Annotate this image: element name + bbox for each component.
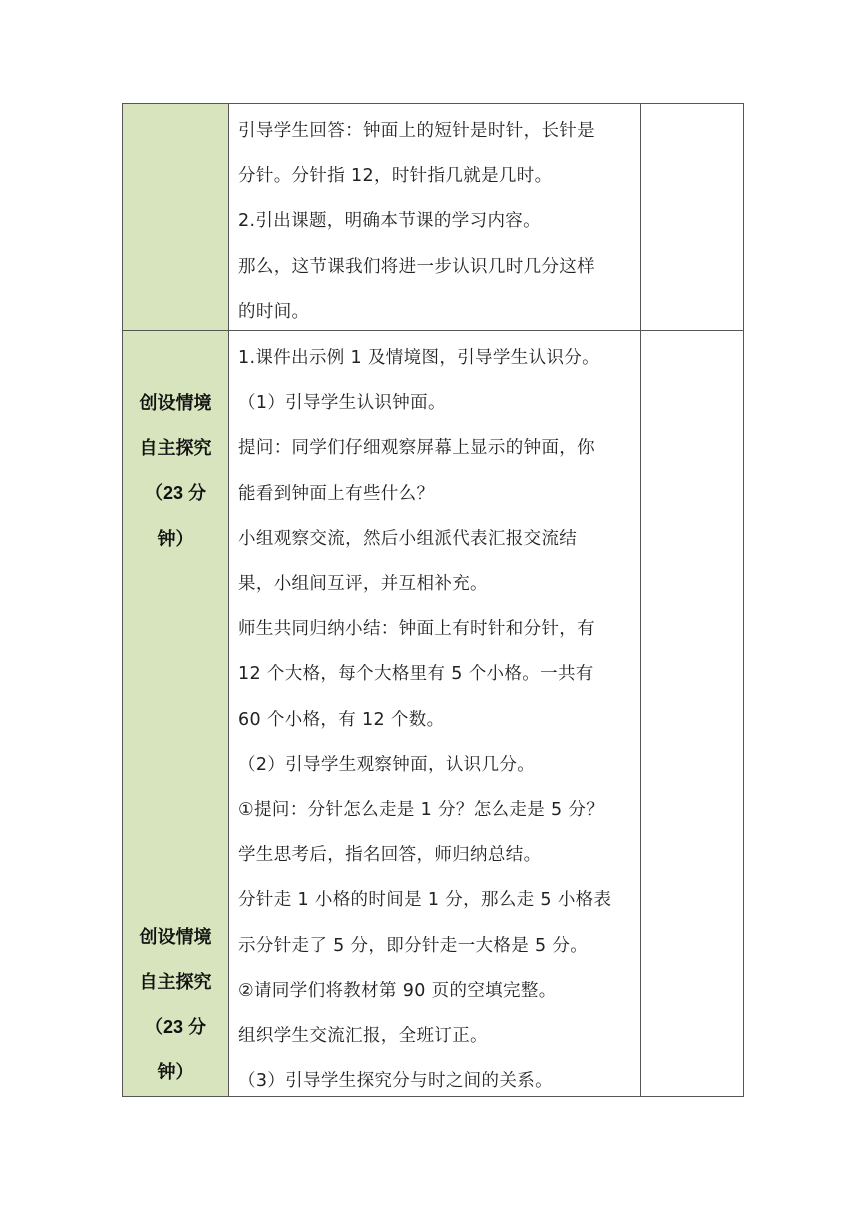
text-line: 引导学生回答：钟面上的短针是时针，长针是 (238, 121, 595, 141)
text-line: 组织学生交流汇报，全班订正。 (238, 1026, 488, 1047)
text-line: 60 个小格，有 12 个数。 (238, 709, 445, 730)
content-cell (229, 331, 641, 1097)
text-line: 能看到钟面上有些什么？ (238, 483, 435, 504)
notes-cell (641, 331, 744, 1097)
text-line: 1.课件出示例 1 及情境图，引导学生认识分。 (238, 348, 601, 368)
stage-cell (123, 104, 229, 331)
text-line: 师生共同归纳小结：钟面上有时针和分针，有 (238, 619, 595, 640)
table-row (123, 331, 744, 1097)
stage-cell (123, 331, 229, 1097)
text-line: 2.引出课题，明确本节课的学习内容。 (238, 211, 541, 232)
text-line: ①提问：分针怎么走是 1 分？怎么走是 5 分？ (238, 800, 605, 821)
text-line: 12 个大格，每个大格里有 5 个小格。一共有 (238, 664, 594, 685)
text-line: （1）引导学生认识钟面。 (238, 393, 446, 414)
lesson-plan-table (122, 103, 744, 1097)
table-row (123, 104, 744, 331)
content-cell (229, 104, 641, 331)
text-line: 分针。分针指 12，时针指几就是几时。 (238, 166, 553, 187)
stage-label: 创设情境 自主探究 （23 分 钟） (139, 393, 212, 549)
text-line: 果，小组间互评，并互相补充。 (238, 574, 488, 595)
text-line: 分针走 1 小格的时间是 1 分，那么走 5 小格表 (238, 890, 612, 911)
text-line: 示分针走了 5 分，即分针走一大格是 5 分。 (238, 935, 589, 956)
text-line: （2）引导学生观察钟面，认识几分。 (238, 754, 536, 775)
text-line: （3）引导学生探究分与时之间的关系。 (238, 1071, 553, 1092)
text-line: 小组观察交流，然后小组派代表汇报交流结 (238, 528, 578, 549)
notes-cell (641, 104, 744, 331)
text-line: 提问：同学们仔细观察屏幕上显示的钟面，你 (238, 438, 595, 459)
text-line: 的时间。 (238, 301, 310, 322)
text-line: ②请同学们将教材第 90 页的空填完整。 (238, 980, 557, 1001)
text-line: 那么，这节课我们将进一步认识几时几分这样 (238, 256, 595, 277)
stage-label: 创设情境 自主探究 （23 分 钟） (139, 926, 212, 1083)
text-line: 学生思考后，指名回答，师归纳总结。 (238, 845, 542, 866)
